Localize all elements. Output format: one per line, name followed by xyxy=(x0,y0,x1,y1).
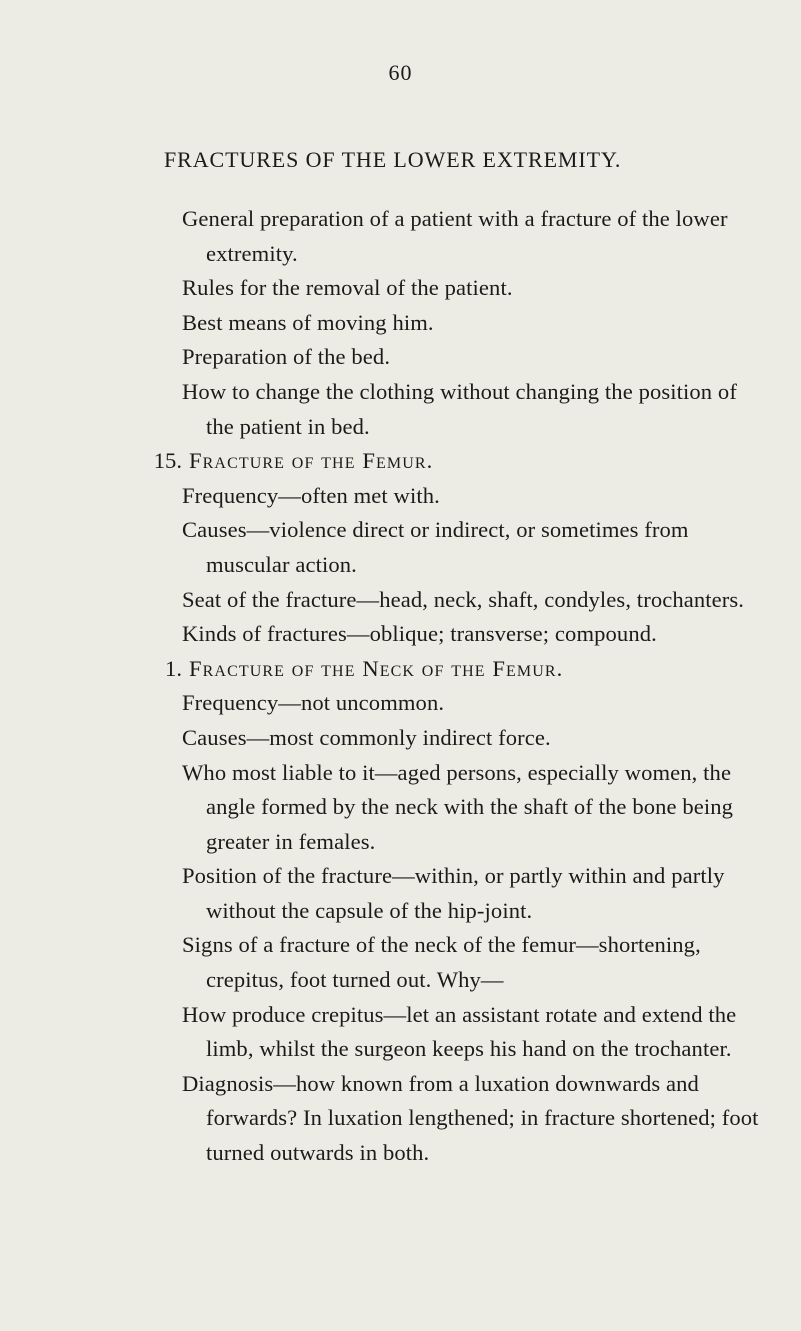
list-item: Best means of moving him. xyxy=(182,309,434,335)
page-number: 60 xyxy=(388,60,413,85)
list-item: Causes—most commonly indirect force. xyxy=(182,724,551,750)
chapter-heading: FRACTURES OF THE LOWER EXTREMITY. xyxy=(164,147,622,172)
section-number: 1. xyxy=(165,655,182,681)
list-item: Frequency—not uncommon. xyxy=(182,690,445,716)
section-number: 15. xyxy=(153,448,182,474)
list-item: Rules for the removal of the patient. xyxy=(182,275,513,301)
list-item: How to change the clothing without changing the position of the patient in bed. xyxy=(182,378,737,439)
section-title: Fracture of the Neck of the Femur. xyxy=(189,655,564,681)
list-item: Signs of a fracture of the neck of the femur—shortening, crepitus, foot turned out. Why— xyxy=(182,932,701,993)
list-item: Kinds of fractures—oblique; transverse; compound. xyxy=(182,621,657,647)
list-item: Seat of the fracture—head, neck, shaft, condyles, trochanters. xyxy=(182,586,745,612)
list-item: Causes—violence direct or indirect, or sometimes from muscular action. xyxy=(182,517,689,577)
section-heading-neck-of-femur xyxy=(0,652,801,687)
section-heading-femur xyxy=(0,444,801,479)
list-item: How produce crepitus—let an assistant rotate and extend the limb, whilst the surgeon keeps his hand on the trochanter. xyxy=(182,1001,737,1062)
list-item: Position of the fracture—within, or partly within and partly without the capsule of the hip-joint. xyxy=(182,863,725,923)
list-item: Frequency—often met with. xyxy=(182,482,440,508)
list-item: Who most liable to it—aged persons, especially women, the angle formed by the neck with the shaft of the bone being greater in females. xyxy=(182,759,734,854)
section-title: Fracture of the Femur. xyxy=(189,448,434,474)
list-item: Diagnosis—how known from a luxation downwards and forwards? In luxation lengthened; in fracture shortened; foot turned outwards in both. xyxy=(182,1070,759,1166)
page-body xyxy=(0,202,801,1171)
list-item: General preparation of a patient with a fracture of the lower extremity. xyxy=(182,206,728,266)
list-item: Preparation of the bed. xyxy=(182,344,391,370)
